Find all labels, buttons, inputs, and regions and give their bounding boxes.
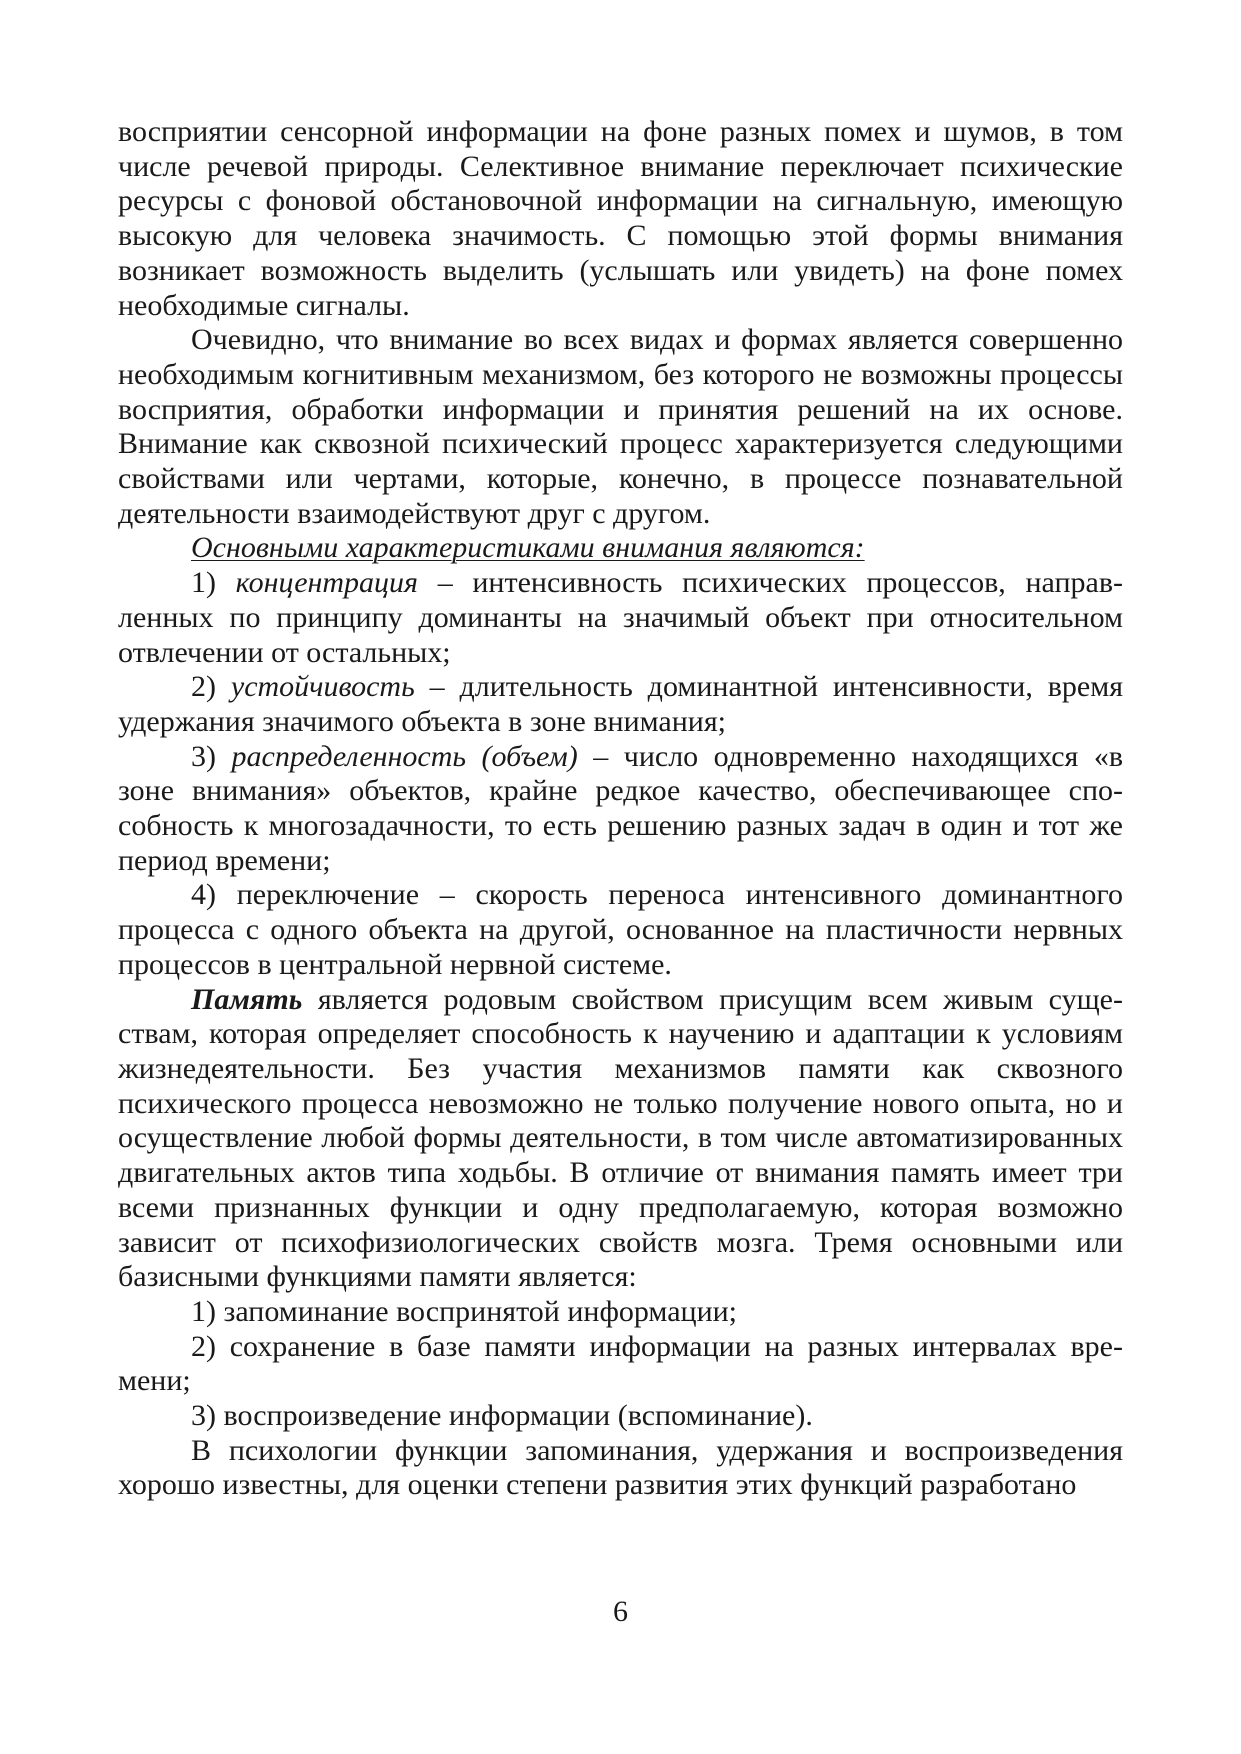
characteristics-heading-line — [118, 531, 1123, 566]
list-item-number: 2) — [191, 670, 231, 704]
page-number: 6 — [613, 1595, 628, 1628]
list-item-text: – число одновременно находящихся «в зоне внимания» объектов, крайне редкое качество, обеспечивающее способность к многозадачности, то есть решению разных задач в один и тот же период времени; — [118, 739, 1123, 877]
term-stability: устойчивость — [230, 670, 415, 704]
list-item-switching: 4) переключение – скорость переноса интенсивного доминантного процесса с одного объекта на другой, основанное на пластичности нервных процессов в центральной нервной системе. — [118, 878, 1123, 981]
memory-function-recall: 3) воспроизведение информации (вспоминание). — [191, 1399, 813, 1433]
characteristics-heading: Основными характеристиками внимания являются: — [191, 531, 865, 565]
paragraph-attention-overview: Очевидно, что внимание во всех видах и формах является совершенно необходимым когнитивным механизмом, без которого не возможны процессы восприятия, обработки информации и принятия решений на их основе. Внимание как сквозной психический процесс характеризуется следующими свойствами или чертами, которые, конечно, в процессе познавательной деятельности взаимодействуют друг с другом. — [118, 323, 1123, 530]
paragraph-selective-attention: восприятии сенсорной информации на фоне разных помех и шумов, в том числе речевой природы. Селективное внимание переключает психические ресурсы с фоновой обстановочной информации на сигнальную, имеющую высокую для человека значимость. С помощью этой формы внимания возникает возможность выделить (услышать или увидеть) на фоне помех необходимые сигналы. — [118, 115, 1123, 322]
body-text — [118, 115, 1123, 1503]
list-item-number: 3) — [191, 739, 232, 773]
memory-function-storage: 2) сохранение в базе памяти информации на разных интервалах времени; — [118, 1329, 1123, 1398]
paragraph-memory — [118, 983, 1123, 1295]
term-memory: Память — [191, 982, 303, 1016]
list-item-concentration — [118, 566, 1123, 670]
memory-function-memorization: 1) запоминание воспринятой информации; — [191, 1294, 738, 1328]
memory-text: является родовым свойством присущим всем живым существам, которая определяет способность к научению и адаптации к условиям жизнедеятельности. Без участия механизмов памяти как сквозного психического процесса невозможно не только получение нового опыта, но и осуществление любой формы деятельности, в том числе автоматизированных двигательных актов типа ходьбы. В отличие от внимания память имеет три всеми признанных функции и одну предполагаемую, которая возможно зависит от психофизиологических свойств мозга. Тремя основными или базисными функциями памяти является: — [118, 982, 1123, 1294]
term-concentration: концентрация — [235, 566, 419, 600]
list-item-stability — [118, 670, 1123, 739]
list-item-number: 1) — [191, 566, 236, 600]
list-item-text: – интенсивность психических процессов, направленных по принципу доминанты на значимый объект при относительном отвлечении от остальных; — [118, 566, 1123, 669]
list-item-text: – длительность доминантной интенсивности, время удержания значимого объекта в зоне внимания; — [118, 670, 1123, 738]
term-distribution: распределенность (объем) — [231, 739, 578, 773]
list-item-distribution — [118, 740, 1123, 879]
paragraph-final: В психологии функции запоминания, удержания и воспроизведения хорошо известны, для оценки степени развития этих функций разработано — [118, 1433, 1123, 1502]
